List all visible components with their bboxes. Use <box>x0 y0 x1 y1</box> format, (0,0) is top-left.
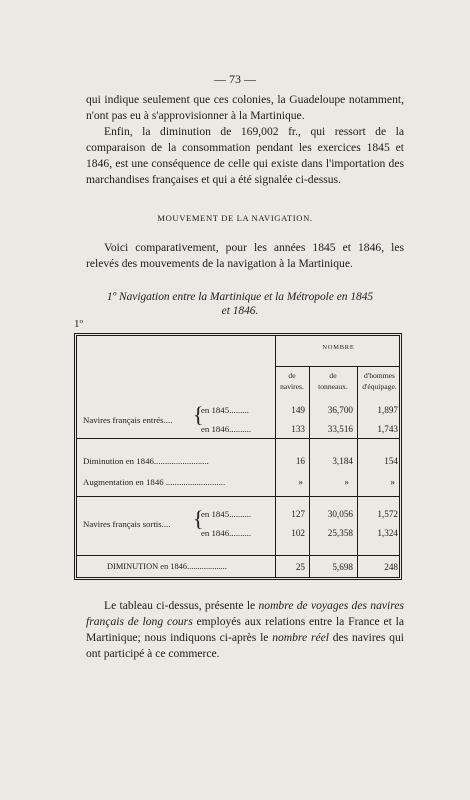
table-rule-v2 <box>309 366 310 577</box>
table-rule-v3 <box>357 366 358 577</box>
row-diminution-label: Diminution en 1846......................... <box>83 456 209 466</box>
cell-augmentation-navires: » <box>298 477 303 487</box>
closing-italic-2: nombre réel <box>272 631 329 644</box>
intro-paragraph-2: Enfin, la diminution de 169,002 fr., qui ressort de la comparaison de la consommation pendant les exercices 1845 et 1846, est une conséquence de celle qui existe dans l'importation des marchandises françaises et qui a été signalée ci-dessus. <box>86 125 404 186</box>
header-tonneaux-2: tonneaux. <box>318 382 348 391</box>
closing-paragraph <box>86 598 404 662</box>
cell-entres-1845-hommes: 1,897 <box>377 405 398 415</box>
table-title <box>90 290 390 318</box>
stray-mark: 1º <box>74 318 83 330</box>
row-sortis-1846-label: en 1846.......... <box>201 528 252 538</box>
row-entres-1845-label: en 1845......... <box>201 405 249 415</box>
header-nombre: NOMBRE <box>322 344 355 351</box>
header-navires-2: navires. <box>280 382 304 391</box>
page-number: — 73 — <box>214 72 256 86</box>
row-sortis-label: Navires français sortis.... <box>83 519 171 529</box>
cell-diminution-navires: 16 <box>295 456 305 466</box>
navigation-table <box>74 333 402 580</box>
table-rule-h3 <box>77 555 399 556</box>
table-rule-h2 <box>77 496 399 497</box>
cell-entres-1846-tonneaux: 33,516 <box>327 424 353 434</box>
closing-text-3: des navires qui ont participé à ce commerce. <box>86 631 404 660</box>
table-rule-h1 <box>77 438 399 439</box>
cell-augmentation-tonneaux: » <box>344 477 349 487</box>
cell-total-tonneaux: 5,698 <box>332 562 353 572</box>
intro-paragraph-1: qui indique seulement que ces colonies, la Guadeloupe notamment, n'ont pas eu à s'approvisionner à la Martinique. <box>86 93 404 122</box>
brace-entres: { <box>193 402 204 427</box>
header-hommes-1: d'hommes <box>364 371 395 380</box>
row-entres-label: Navires français entrés.... <box>83 415 173 425</box>
row-augmentation-label: Augmentation en 1846 ........................... <box>83 477 226 487</box>
row-total-label: DIMINUTION en 1846................... <box>107 562 227 571</box>
table-title-line-1: 1º Navigation entre la Martinique et la Métropole en 1845 <box>106 291 374 303</box>
cell-entres-1846-hommes: 1,743 <box>377 424 398 434</box>
cell-diminution-tonneaux: 3,184 <box>332 456 353 466</box>
table-rule-h-group <box>275 366 399 367</box>
table-title-line-2: et 1846. <box>221 305 259 317</box>
cell-sortis-1845-hommes: 1,572 <box>377 509 398 519</box>
intro-text <box>86 92 404 188</box>
cell-sortis-1845-tonneaux: 30,056 <box>327 509 353 519</box>
closing-text-1: Le tableau ci-dessus, présente le <box>104 599 259 612</box>
section-intro: Voici comparativement, pour les années 1845 et 1846, les relevés des mouvements de la navigation à la Martinique. <box>86 241 404 270</box>
cell-entres-1846-navires: 133 <box>291 424 305 434</box>
cell-entres-1845-navires: 149 <box>291 405 305 415</box>
header-navires-1: de <box>288 371 296 380</box>
cell-sortis-1846-navires: 102 <box>291 528 305 538</box>
closing-italic-1: nombre de voyages des navires français de long cours <box>86 599 404 628</box>
closing-text-2: employés aux relations entre la France et la Martinique; nous indiquons ci-après le <box>86 615 404 644</box>
section-heading: MOUVEMENT DE LA NAVIGATION. <box>157 213 313 223</box>
cell-entres-1845-tonneaux: 36,700 <box>327 405 353 415</box>
header-hommes-2: d'équipage. <box>362 382 397 391</box>
row-entres-1846-label: en 1846.......... <box>201 424 252 434</box>
cell-sortis-1846-tonneaux: 25,358 <box>327 528 353 538</box>
cell-sortis-1845-navires: 127 <box>291 509 305 519</box>
brace-sortis: { <box>193 506 204 531</box>
header-tonneaux-1: de <box>329 371 337 380</box>
cell-total-hommes: 248 <box>384 562 398 572</box>
cell-total-navires: 25 <box>295 562 305 572</box>
row-sortis-1845-label: en 1845.......... <box>201 509 252 519</box>
cell-sortis-1846-hommes: 1,324 <box>377 528 398 538</box>
cell-diminution-hommes: 154 <box>384 456 398 466</box>
cell-augmentation-hommes: » <box>390 477 395 487</box>
